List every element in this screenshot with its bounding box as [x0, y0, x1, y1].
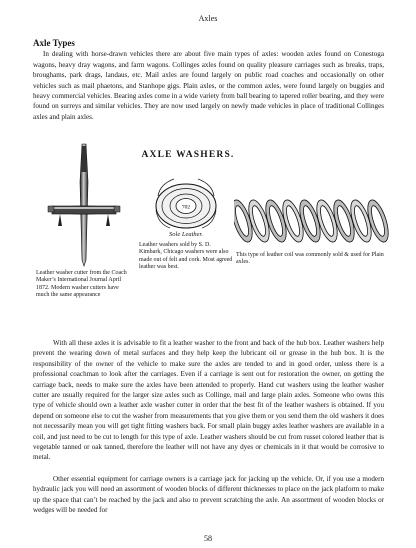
section-title: Axle Types	[33, 38, 75, 48]
paragraph-carriage-jack: Other essential equipment for carriage owners is a carriage jack for jacking up the vehicle. Or, if you use a modern hydraulic jack you will need an assortment of wooden blocks of different thicknesses to place on the jack platform to make up the space that can’t be reached by the jack and also to prevent scratching the axle. An assortment of wooden blocks or wedges will be needed for	[33, 475, 384, 515]
washers-figure-subtitle: Sole Leather.	[169, 231, 203, 238]
washers-figure-title: AXLE WASHERS.	[141, 150, 235, 160]
paragraph-leather-washers: With all these axles it is advisable to fit a leather washer to the front and back of the hub box. Leather washers help prevent the wearing down of metal surfaces and they help keep the lubricant oil or grease in the hub box. It is the responsibility of the owner of the vehicle to make sure the axles are tended to and in good order, unless there is a professional coachman to look after the carriages. Even if a carriage is sent out for restoration the owner, on getting the carriage back, needs to make sure the axles have been attended to properly. Hand cut washers using the leather washer cutter are usually required for the larger size axles such as Collinge, mail and large plain axles. Someone who owns this type of vehicle should own a leather axle washer cutter in order that the best fit of the leather washers is obtained. If you depend on someone else to cut the washer from measurements that you give them or you send them the old washers it does not necessarily mean you will get tight fitting washers back. For small plain buggy axles leather washers are available in a coil, and just need to be cut to length for this type of axle. Leather washers should be cut from russet colored leather that is vegetable tanned or oak tanned, therefore the leather will not have any dyes or chemicals in it that would be corrosive to metal.	[33, 339, 384, 462]
figure-caption-washers: Leather washers sold by S. D. Kimbark, Chicago washers were also made out of felt and cork. Most agreed leather was best.	[139, 242, 233, 271]
washer-center-number: 702	[181, 204, 191, 211]
figure-caption-leather-coil: This type of leather coil was commonly sold & used for Plain axles.	[236, 252, 384, 266]
paragraph-axle-types	[33, 38, 384, 122]
figure-caption-washer-cutter: Leather washer cutter from the Coach Maker’s International Journal April 1872. Modern washer cutters have much the same appearance	[36, 270, 127, 299]
leather-washer-cutter-illustration	[38, 142, 128, 267]
leather-coil-illustration	[234, 196, 394, 246]
paragraph-1-text: In dealing with horse-drawn vehicles there are about five main types of axles: wooden axles found on Conestoga wagons, heavy dray wagons, and farm wagons. Collinges axles found on quality pleasure carriages such as breaks, traps, broughams, park drags, landaus, etc. Mail axles are found largely on public road coaches and occasionally on other vehicles such as mail phaetons, and Stanhope gigs. Plain axles, or the common axles, were found largely on buggies and heavy commercial vehicles. Bearing axles come in a wide variety from ball bearing to tapered roller bearing, and they were found on surreys and similar vehicles. They are now used largely on newly made vehicles in place of traditional Collinges axles and plain axles.	[33, 50, 384, 121]
page-number: 58	[204, 534, 212, 543]
running-head: Axles	[198, 14, 218, 23]
